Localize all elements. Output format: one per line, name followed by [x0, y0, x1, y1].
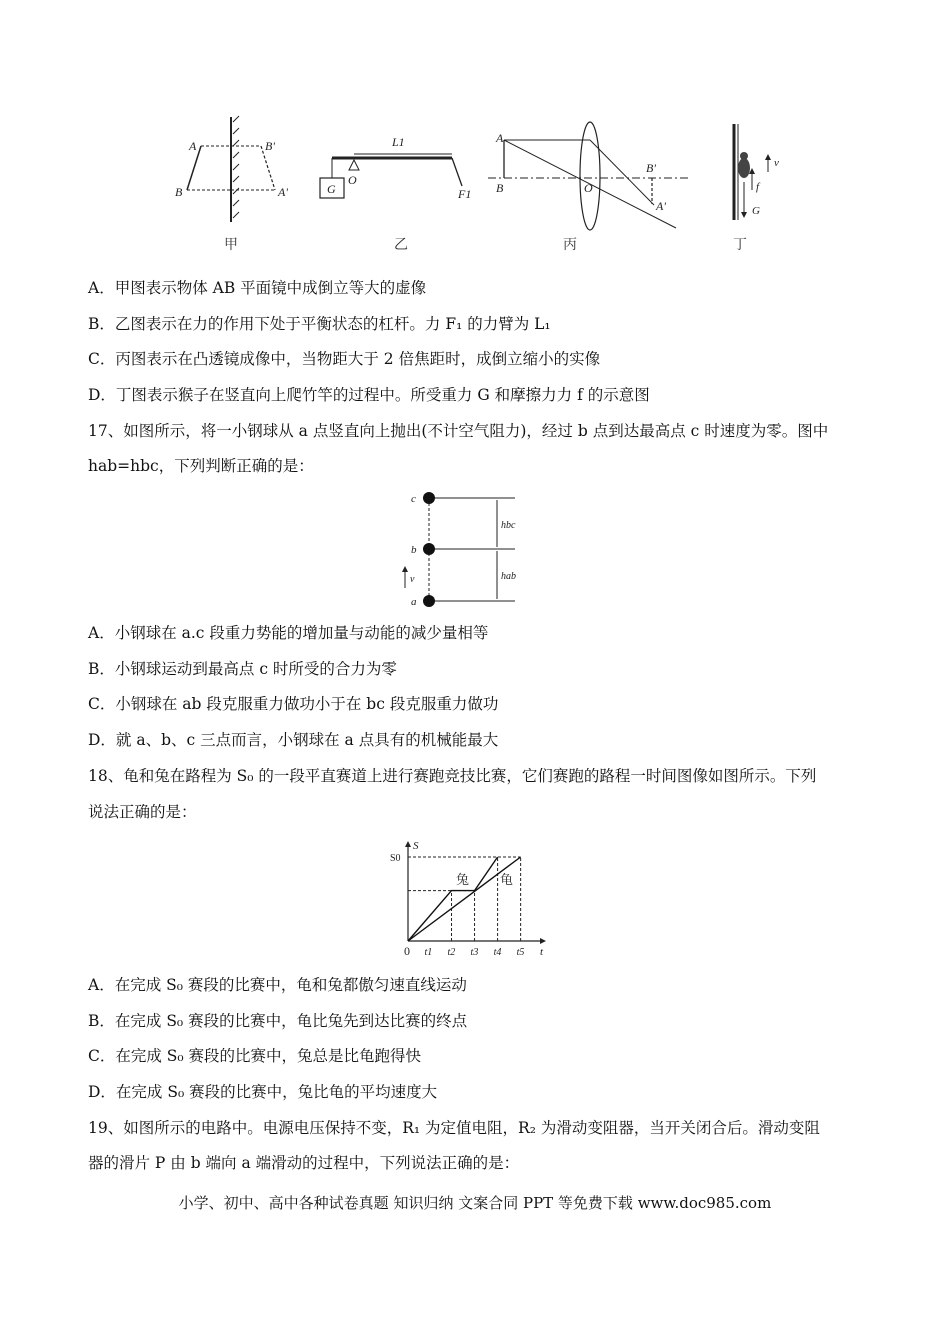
series-label-rabbit: 兔 [456, 872, 470, 887]
q17-stem-line2: hab=hbc，下列判断正确的是： [88, 457, 314, 475]
figure-q17 [395, 488, 525, 608]
q18-stem-line1: 18、龟和兔在路程为 S₀ 的一段平直赛道上进行赛跑竞技比赛，它们赛跑的路程一时间图像如图所示。下列 [88, 767, 817, 785]
x-axis-label: t [540, 946, 544, 955]
label-h-bc: hbc [501, 520, 516, 531]
q17-option-c: C．小钢球在 ab 段克服重力做功小于在 bc 段克服重力做功 [88, 695, 499, 713]
caption-jia: 甲 [224, 237, 238, 253]
label-g: G [752, 205, 760, 217]
q16-option-a: A．甲图表示物体 AB 平面镜中成倒立等大的虚像 [88, 279, 427, 297]
caption-yi: 乙 [394, 237, 408, 253]
label-v: v [774, 157, 779, 169]
series-line-0 [408, 857, 498, 941]
label-a: A [189, 139, 197, 153]
label-a-prime: A' [656, 199, 666, 213]
x-tick-t3: t3 [470, 947, 479, 955]
caption-bing: 丙 [563, 237, 577, 253]
label-o: O [584, 181, 593, 195]
x-tick-t4: t4 [493, 947, 502, 955]
q19-stem-line1: 19、如图所示的电路中。电源电压保持不变，R₁ 为定值电阻，R₂ 为滑动变阻器，当开关闭合后。滑动变阻 [88, 1119, 820, 1137]
label-h-ab: hab [501, 571, 516, 582]
label-b-prime: B' [265, 139, 275, 153]
y-tick-s0: S0 [390, 853, 401, 864]
x-tick-0: 0 [404, 944, 410, 955]
y-axis-label: S [413, 840, 419, 852]
x-tick-t2: t2 [447, 947, 456, 955]
point-b: b [411, 544, 417, 556]
q17-option-d: D．就 a、b、c 三点而言，小钢球在 a 点具有的机械能最大 [88, 731, 499, 749]
label-b: B [175, 185, 183, 199]
figure-bing [486, 120, 696, 232]
label-f1: F1 [458, 187, 472, 201]
q17-option-a: A．小钢球在 a.c 段重力势能的增加量与动能的减少量相等 [88, 624, 489, 642]
point-c: c [411, 493, 416, 505]
q16-option-c: C．丙图表示在凸透镜成像中，当物距大于 2 倍焦距时，成倒立缩小的实像 [88, 350, 601, 368]
page-footer: 小学、初中、高中各种试卷真题 知识归纳 文案合同 PPT 等免费下载 www.doc985.com [178, 1194, 772, 1212]
q17-stem-line1: 17、如图所示，将一小钢球从 a 点竖直向上抛出(不计空气阻力)，经过 b 点到达最高点 c 时速度为零。图中 [88, 422, 829, 440]
q18-option-d: D．在完成 S₀ 赛段的比赛中，兔比龟的平均速度大 [88, 1083, 438, 1101]
x-tick-t1: t1 [424, 947, 433, 955]
series-label-turtle: 龟 [500, 872, 514, 887]
figure-jia [165, 112, 295, 232]
figure-yi [312, 122, 482, 232]
q16-option-d: D．丁图表示猴子在竖直向上爬竹竿的过程中。所受重力 G 和摩擦力力 f 的示意图 [88, 386, 650, 404]
q18-option-c: C．在完成 S₀ 赛段的比赛中，兔总是比龟跑得快 [88, 1047, 422, 1065]
q16-option-b: B．乙图表示在力的作用下处于平衡状态的杠杆。力 F₁ 的力臂为 L₁ [88, 315, 551, 333]
x-tick-t5: t5 [516, 947, 525, 955]
label-g: G [327, 182, 336, 196]
point-a: a [411, 596, 417, 608]
q19-stem-line2: 器的滑片 P 由 b 端向 a 端滑动的过程中，下列说法正确的是： [88, 1154, 520, 1172]
label-l1: L1 [392, 135, 405, 149]
chart-st-graph [388, 837, 548, 955]
label-f: f [756, 181, 760, 193]
x-axis-arrow [540, 938, 546, 944]
label-a: A [496, 131, 504, 145]
q18-option-a: A．在完成 S₀ 赛段的比赛中，龟和兔都傲匀速直线运动 [88, 976, 467, 994]
q18-stem-line2: 说法正确的是： [88, 803, 197, 821]
q17-option-b: B．小钢球运动到最高点 c 时所受的合力为零 [88, 660, 397, 678]
figure-ding [722, 120, 792, 232]
y-axis-arrow [405, 841, 411, 847]
label-b: B [496, 181, 504, 195]
label-b-prime: B' [646, 161, 656, 175]
label-a-prime: A' [278, 185, 288, 199]
series-line-1 [408, 857, 521, 941]
label-o: O [348, 173, 357, 187]
label-v: v [410, 574, 415, 585]
q18-option-b: B．在完成 S₀ 赛段的比赛中，龟比兔先到达比赛的终点 [88, 1012, 468, 1030]
caption-ding: 丁 [733, 237, 747, 253]
